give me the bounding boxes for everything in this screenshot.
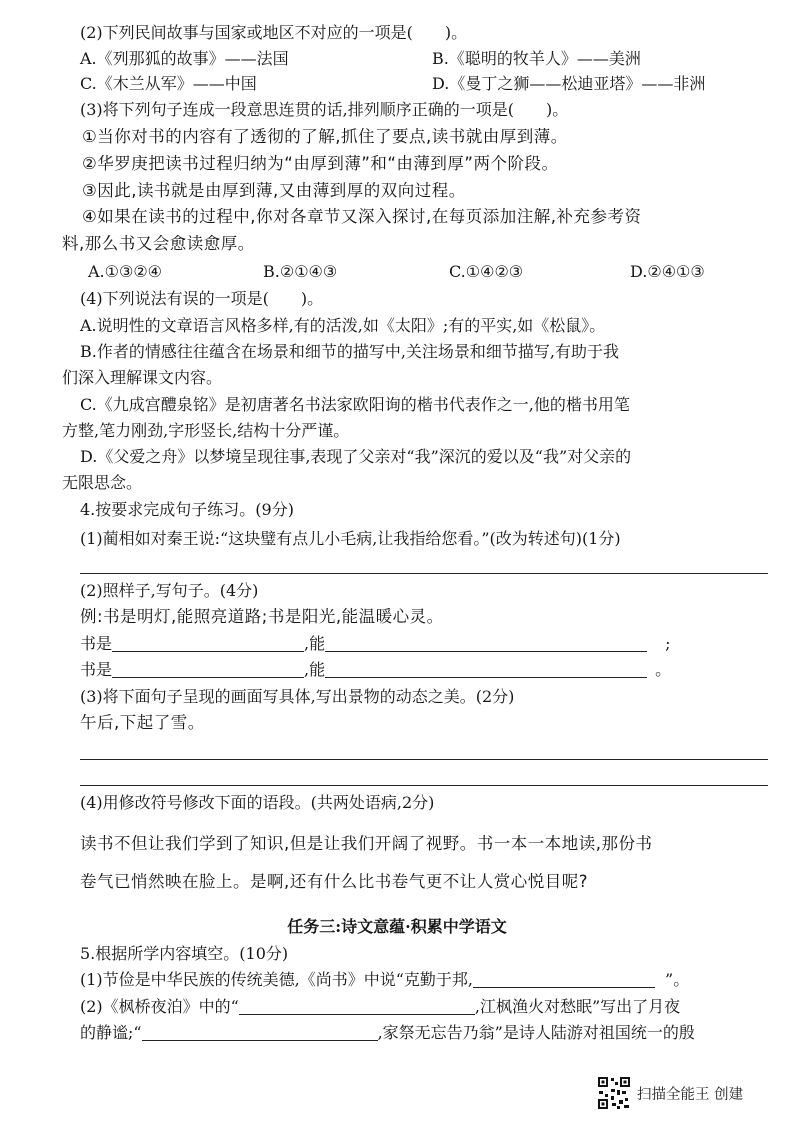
q3-sentence-4b: 料,那么书又会愈读愈厚。 (62, 234, 255, 253)
blank-field[interactable] (112, 661, 304, 678)
part-1-text: (1)节俭是中华民族的传统美德,《尚书》中说“克勤于邦, (80, 970, 474, 989)
task-3-heading: 任务三:诗文意蕴·积累中学语文 (287, 917, 507, 936)
q3-sentence-1: ①当你对书的内容有了透彻的了解,抓住了要点,读书就由厚到薄。 (82, 127, 568, 146)
blank-field[interactable] (325, 635, 647, 652)
answer-line[interactable] (80, 573, 768, 574)
q3-option-b: B.②①④③ (263, 262, 338, 281)
part-3-sentence: 午后,下起了雪。 (80, 713, 205, 732)
q2-option-a: A.《列那狐的故事》——法国 (80, 49, 289, 68)
blank-field[interactable] (325, 661, 647, 678)
q4-option-d-1: D.《父爱之舟》以梦境呈现往事,表现了父亲对“我”深沉的爱以及“我”对父亲的 (80, 447, 632, 466)
book-label: 书是 (80, 634, 113, 653)
full-stop: 。 (655, 660, 672, 679)
part-3-text: 的静谧;“ (80, 1023, 142, 1042)
section-4-part-2: (2)照样子,写句子。(4分) (80, 581, 259, 600)
part-2-text: (2)《枫桥夜泊》中的“ (80, 997, 239, 1016)
revision-paragraph-1: 读书不但让我们学到了知识,但是让我们开阔了视野。书一本一本地读,那份书 (80, 834, 653, 853)
section-5-part-2 (80, 996, 680, 1018)
answer-line[interactable] (80, 785, 768, 786)
watermark-text: 扫描全能王 创建 (637, 1086, 744, 1103)
scanner-watermark (597, 1076, 743, 1110)
q4-option-b-2: 们深入理解课文内容。 (62, 368, 223, 387)
q3-option-d: D.②④①③ (630, 262, 705, 281)
blank-field[interactable] (112, 635, 304, 652)
q3-sentence-4a: ④如果在读书的过程中,你对各章节又深入探讨,在每页添加注解,补充参考资 (82, 207, 642, 226)
section-4-part-1: (1)蔺相如对秦王说:“这块璧有点儿小毛病,让我指给您看。”(改为转述句)(1分) (80, 529, 621, 548)
section-4-title: 4.按要求完成句子练习。(9分) (80, 500, 294, 519)
section-4-example: 例:书是明灯,能照亮道路;书是阳光,能温暖心灵。 (80, 607, 444, 626)
q2-option-d: D.《曼丁之狮——松迪亚塔》——非洲 (432, 74, 706, 93)
q4-option-d-2: 无限思念。 (62, 473, 143, 492)
q3-sentence-2: ②华罗庚把读书过程归纳为“由厚到薄”和“由薄到厚”两个阶段。 (82, 154, 559, 173)
q3-stem: (3)将下列句子连成一段意思连贯的话,排列顺序正确的一项是( )。 (80, 100, 569, 119)
section-4-part-4: (4)用修改符号修改下面的语段。(共两处语病,2分) (80, 793, 435, 812)
q4-option-b-1: B.作者的情感往往蕴含在场景和细节的描写中,关注场景和细节描写,有助于我 (80, 342, 620, 361)
q4-option-c-2: 方整,笔力刚劲,字形竖长,结构十分严谨。 (62, 421, 350, 440)
q2-option-c: C.《木兰从军》——中国 (80, 74, 257, 93)
blank-field[interactable] (239, 998, 475, 1015)
q3-option-c: C.①④②③ (449, 262, 524, 281)
q4-option-a: A.说明性的文章语言风格多样,有的活泼,如《太阳》;有的平实,如《松鼠》。 (80, 316, 606, 335)
section-5-part-3 (80, 1022, 695, 1044)
blank-field[interactable] (142, 1024, 378, 1041)
can-label: ,能 (304, 660, 326, 679)
section-5-part-1 (80, 969, 689, 991)
answer-line[interactable] (80, 759, 768, 760)
part-2-tail: ,江枫渔火对愁眠”写出了月夜 (474, 997, 681, 1016)
section-5-title: 5.根据所学内容填空。(10分) (80, 944, 289, 963)
qr-code-icon (597, 1076, 631, 1110)
semicolon: ; (665, 634, 671, 653)
q4-stem: (4)下列说法有误的一项是( )。 (80, 289, 324, 308)
blank-field[interactable] (473, 971, 655, 988)
q2-option-b: B.《聪明的牧羊人》——美洲 (432, 49, 641, 68)
revision-paragraph-2: 卷气已悄然映在脸上。是啊,还有什么比书卷气更不让人赏心悦目呢? (80, 872, 589, 891)
q2-stem: (2)下列民间故事与国家或地区不对应的一项是( )。 (80, 23, 468, 42)
part-3-tail: ,家祭无忘告乃翁”是诗人陆游对祖国统一的殷 (377, 1023, 695, 1042)
section-4-part-3: (3)将下面句子呈现的画面写具体,写出景物的动态之美。(2分) (80, 687, 515, 706)
book-label: 书是 (80, 660, 113, 679)
q3-sentence-3: ③因此,读书就是由厚到薄,又由薄到厚的双向过程。 (82, 181, 466, 200)
q4-option-c-1: C.《九成宫醴泉铭》是初唐著名书法家欧阳询的楷书代表作之一,他的楷书用笔 (80, 395, 630, 414)
imitation-line-1 (80, 633, 671, 655)
can-label: ,能 (304, 634, 326, 653)
imitation-line-2 (80, 659, 671, 681)
part-1-close: ”。 (665, 970, 690, 989)
q3-option-a: A.①③②④ (88, 262, 163, 281)
